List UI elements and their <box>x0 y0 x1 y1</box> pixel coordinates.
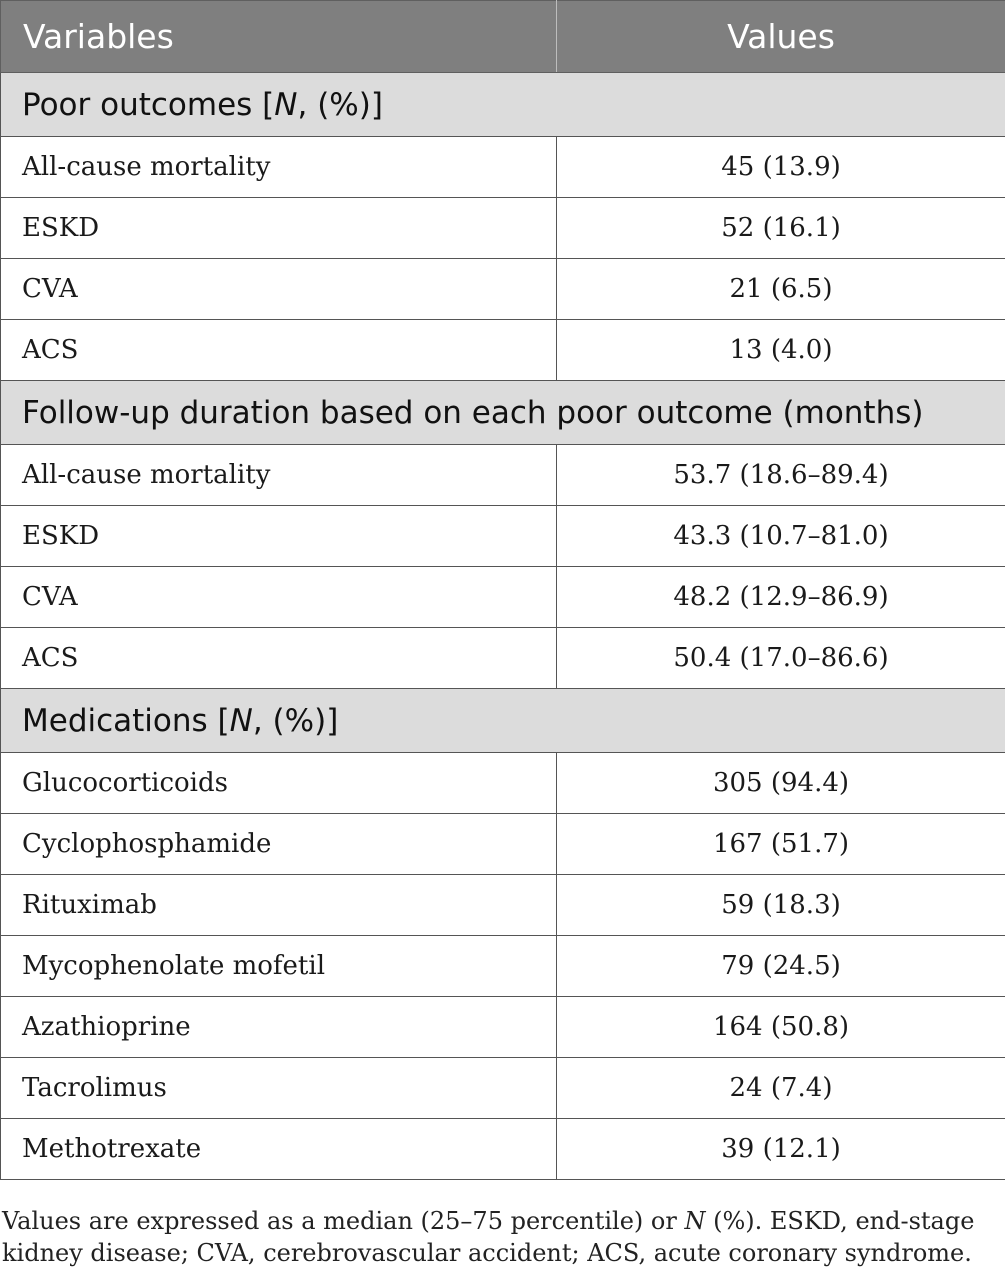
section-title-poor-outcomes: Poor outcomes [N, (%)] <box>1 73 1005 137</box>
table-row <box>1 628 1005 689</box>
row-value: 45 (13.9) <box>557 137 1005 198</box>
table-row <box>1 198 1005 259</box>
row-label: ACS <box>1 628 557 689</box>
row-label: Azathioprine <box>1 997 557 1058</box>
row-label: ESKD <box>1 198 557 259</box>
row-label: Rituximab <box>1 875 557 936</box>
row-label: Methotrexate <box>1 1119 557 1180</box>
row-value: 13 (4.0) <box>557 320 1005 381</box>
row-value: 24 (7.4) <box>557 1058 1005 1119</box>
table-row <box>1 137 1005 198</box>
table-row <box>1 506 1005 567</box>
row-label: Glucocorticoids <box>1 753 557 814</box>
row-value: 50.4 (17.0–86.6) <box>557 628 1005 689</box>
table-row <box>1 753 1005 814</box>
row-label: CVA <box>1 259 557 320</box>
section-title-medications: Medications [N, (%)] <box>1 689 1005 753</box>
header-values: Values <box>557 1 1005 73</box>
section-row-follow-up <box>1 381 1005 445</box>
table-row <box>1 875 1005 936</box>
row-value: 39 (12.1) <box>557 1119 1005 1180</box>
row-value: 59 (18.3) <box>557 875 1005 936</box>
table-row <box>1 936 1005 997</box>
row-value: 167 (51.7) <box>557 814 1005 875</box>
row-label: Mycophenolate mofetil <box>1 936 557 997</box>
row-label: ACS <box>1 320 557 381</box>
table-row <box>1 997 1005 1058</box>
row-label: All-cause mortality <box>1 445 557 506</box>
header-variables: Variables <box>1 1 557 73</box>
section-row-medications <box>1 689 1005 753</box>
row-label: Tacrolimus <box>1 1058 557 1119</box>
table-row <box>1 567 1005 628</box>
row-label: ESKD <box>1 506 557 567</box>
table-footnote: Values are expressed as a median (25–75 percentile) or N (%). ESKD, end-stage kidney disease; CVA, cerebrovascular accident; ACS, acute coronary syndrome. <box>2 1207 975 1267</box>
row-value: 164 (50.8) <box>557 997 1005 1058</box>
row-value: 53.7 (18.6–89.4) <box>557 445 1005 506</box>
section-row-poor-outcomes <box>1 73 1005 137</box>
row-value: 305 (94.4) <box>557 753 1005 814</box>
section-title-follow-up: Follow-up duration based on each poor outcome (months) <box>1 381 1005 445</box>
table-row <box>1 1119 1005 1180</box>
table-row <box>1 320 1005 381</box>
row-value: 48.2 (12.9–86.9) <box>557 567 1005 628</box>
table-row <box>1 1058 1005 1119</box>
table-row <box>1 445 1005 506</box>
header-row <box>1 1 1005 73</box>
row-label: CVA <box>1 567 557 628</box>
row-value: 21 (6.5) <box>557 259 1005 320</box>
row-value: 79 (24.5) <box>557 936 1005 997</box>
row-label: All-cause mortality <box>1 137 557 198</box>
row-value: 43.3 (10.7–81.0) <box>557 506 1005 567</box>
row-value: 52 (16.1) <box>557 198 1005 259</box>
table-row <box>1 814 1005 875</box>
table-row <box>1 259 1005 320</box>
row-label: Cyclophosphamide <box>1 814 557 875</box>
